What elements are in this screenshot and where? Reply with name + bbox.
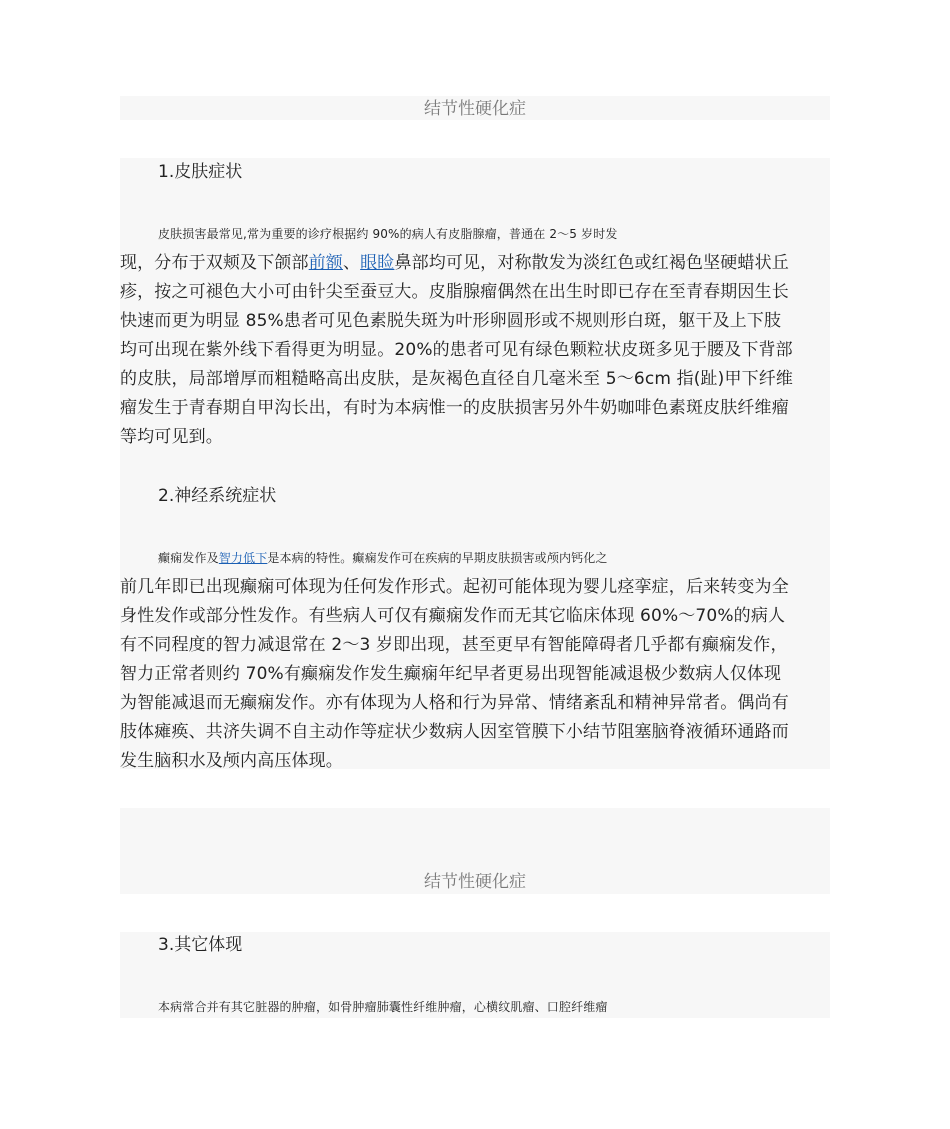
paragraph-line: 均可出现在紫外线下看得更为明显。20%的患者可见有绿色颗粒状皮斑多见于腰及下背部 <box>120 340 793 360</box>
paragraph-line: 疹，按之可褪色大小可由针尖至蚕豆大。皮脂腺瘤偶然在出生时即已存在至青春期因生长 <box>120 282 789 302</box>
section-paragraph-nervous <box>120 544 830 776</box>
paragraph-line: 身性发作或部分性发作。有些病人可仅有癫痫发作而无其它临床体现 60%～70%的病人 <box>120 606 786 626</box>
text-span: 是本病的特性。癫痫发作可在疾病的早期皮肤损害或颅内钙化之 <box>267 551 608 565</box>
paragraph-line: 前几年即已出现癫痫可体现为任何发作形式。起初可能体现为婴儿痉挛症，后来转变为全 <box>120 577 789 597</box>
forehead-link[interactable]: 前额 <box>308 253 343 273</box>
paragraph-line: 的皮肤，局部增厚而粗糙略高出皮肤，是灰褐色直径自几毫米至 5～6cm 指(趾)甲下纤维 <box>120 369 794 389</box>
section-heading-nervous: 2.神经系统症状 <box>158 486 277 506</box>
intellectual-disability-link[interactable]: 智力低下 <box>218 551 268 565</box>
document-title: 结节性硬化症 <box>424 99 526 119</box>
paragraph-line <box>120 544 830 573</box>
paragraph-line: 有不同程度的智力减退常在 2～3 岁即出现，甚至更早有智能障碍者几乎都有癫痫发作， <box>120 635 788 655</box>
document-title-repeat: 结节性硬化症 <box>424 872 526 892</box>
text-span: 癫痫发作及 <box>158 551 219 565</box>
text-span: 现，分布于双颊及下颌部 <box>120 253 309 273</box>
paragraph-line: 等均可见到。 <box>120 427 223 447</box>
paragraph-line: 智力正常者则约 70%有癫痫发作发生癫痫年纪早者更易出现智能减退极少数病人仅体现 <box>120 664 782 684</box>
paragraph-line: 发生脑积水及颅内高压体现。 <box>120 751 343 771</box>
section-heading-skin: 1.皮肤症状 <box>158 162 243 182</box>
paragraph-line: 本病常合并有其它脏器的肿瘤，如骨肿瘤肺囊性纤维肿瘤，心横纹肌瘤、口腔纤维瘤 <box>158 1000 608 1014</box>
paragraph-line: 为智能减退而无癫痫发作。亦有体现为人格和行为异常、情绪紊乱和精神异常者。偶尚有 <box>120 693 789 713</box>
text-span: 鼻部均可见，对称散发为淡红色或红褐色坚硬蜡状丘 <box>394 253 789 273</box>
section-heading-other: 3.其它体现 <box>158 935 243 955</box>
text-span: 、 <box>342 253 361 273</box>
eyelid-link[interactable]: 眼睑 <box>360 253 395 273</box>
paragraph-line: 瘤发生于青春期自甲沟长出，有时为本病惟一的皮肤损害另外牛奶咖啡色素斑皮肤纤维瘤 <box>120 398 789 418</box>
paragraph-line <box>120 249 830 278</box>
paragraph-line: 肢体瘫痪、共济失调不自主动作等症状少数病人因室管膜下小结节阻塞脑脊液循环通路而 <box>120 722 789 742</box>
paragraph-line: 皮肤损害最常见,常为重要的诊疗根据约 90%的病人有皮脂腺瘤，普通在 2～5 岁时发 <box>158 227 618 241</box>
section-paragraph-skin <box>120 220 830 452</box>
section-paragraph-other <box>120 993 830 1022</box>
paragraph-line: 快速而更为明显 85%患者可见色素脱失斑为叶形卵圆形或不规则形白斑，躯干及上下肢 <box>120 311 782 331</box>
